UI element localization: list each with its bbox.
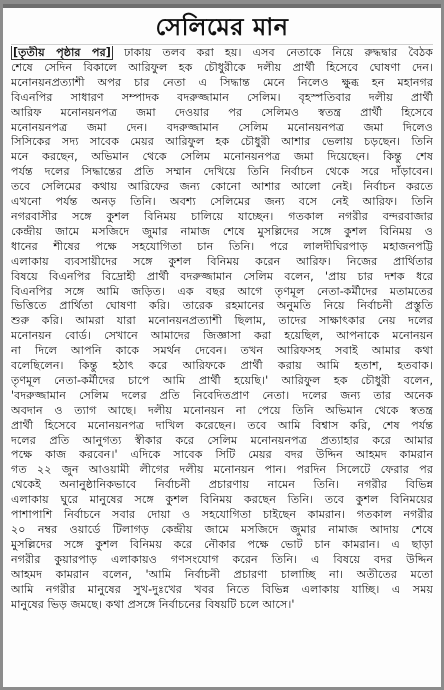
article-line-text: এখনো পর্যন্ত অনড় তিনি। অবশ্য সেলিমের জন্য বসে নেই আরিফ। তিনি — [11, 195, 433, 209]
article-line-text: পক্ষে কাজ করবেন।' এদিকে সাবেক সিটি মেয়র বদর উদ্দিন আহমদ কামরান — [11, 448, 433, 462]
article-line — [11, 463, 433, 478]
article-line — [11, 478, 433, 493]
article-line — [11, 568, 433, 583]
headline-divider — [11, 44, 433, 45]
article-line — [11, 448, 433, 463]
article-line — [11, 195, 433, 210]
article-line — [11, 61, 433, 76]
article-line — [11, 553, 433, 568]
article-line — [11, 329, 433, 344]
article-line-text: আরিফ মনোনয়নপত্র জমা দেওয়ার পর সেলিমও স্বতন্ত্র প্রার্থী হিসেবে — [11, 105, 433, 119]
headline: সেলিমের মান — [155, 13, 289, 41]
article-line-text: এলাকায় ঘুরে মানুষের সঙ্গে কুশল বিনিময় করছেন তিনি। তবে কুশল বিনিময়ের — [11, 493, 433, 507]
article-line-text: ধানের শীষের পক্ষে সহযোগিতা চান তিনি। পরে লালদীঘিরপাড় মহাজনপট্টি — [11, 239, 433, 253]
article-line — [11, 419, 433, 434]
article-line-text: ভিত্তিতে প্রার্থিতা ঘোষণা করি। তারেক রহমানের অনুমতি নিয়ে নির্বাচনী প্রস্তুতি — [11, 299, 433, 313]
article-line-text: পাশাপাশি নির্বাচনে সবার দোয়া ও সহযোগিতা চাইছেন কামরান। গতকাল নগরীর — [11, 508, 433, 522]
article-line-text: 'বদরুজ্জামান সেলিম দলের প্রতি নিবেদিতপ্রাণ নেতা। দলের জন্য তার অনেক — [11, 388, 433, 402]
article-line-text: নগরবাসীর সঙ্গে কুশল বিনিময় চালিয়ে যাচ্ছেন। গতকাল নগরীর বন্দরবাজার — [11, 209, 433, 223]
article-line — [11, 598, 433, 613]
article-line — [11, 434, 433, 449]
article-line — [11, 121, 433, 136]
article-line — [11, 165, 433, 180]
article-line — [11, 46, 433, 61]
article-line — [11, 285, 433, 300]
article-line — [11, 583, 433, 598]
article-line — [11, 210, 433, 225]
article-line-text: মনোনয়নপ্রত্যাশী অপর চার নেতা এ সিদ্ধান্ত মেনে নিলেও ক্ষুব্ধ হন মহানগর — [11, 75, 433, 89]
article-line-text: সিসিকের সদ্য সাবেক মেয়র আরিফুল হক চৌধুরী আশার ভেলায় চড়ছেন। তিনি — [11, 135, 433, 149]
article-line — [11, 359, 433, 374]
article-line-text: ঢাকায় তলব করা হয়। এসব নেতাকে নিয়ে রুদ্ধদ্বার বৈঠক — [124, 46, 433, 59]
article-line-text: মানুষের ভিড় জমছে। কথা প্রসঙ্গে নির্বাচনের বিষয়টি চলে আসে।' — [11, 597, 295, 611]
article-line-text: অবদান ও ত্যাগ আছে। দলীয় মনোনয়ন না পেয়ে তিনি অভিমান থেকে স্বতন্ত্র — [11, 403, 433, 417]
article-line-text: বিএনপির সাধারণ সম্পাদক বদরুজ্জামান সেলিম। বৃহস্পতিবার দলীয় প্রার্থী — [11, 90, 433, 104]
top-border — [3, 4, 441, 8]
article-line-text: থেকেই অনানুষ্ঠানিকভাবে নির্বাচনী প্রচারণায় নামেন তিনি। নগরীর বিভিন্ন — [11, 478, 433, 492]
article-line — [11, 225, 433, 240]
article-line-text: এলাকায় ব্যবসায়ীদের সঙ্গে কুশল বিনিময় করেন আরিফ। নিজের প্রার্থিতার — [11, 254, 433, 268]
article-line-text: কেন্দ্রীয় জামে মসজিদে জুমার নামাজ শেষে মুসল্লিদের সঙ্গে কুশল বিনিময় ও — [11, 224, 433, 238]
article-line — [11, 240, 433, 255]
article-line-text: শুরু করি। আমরা যারা মনোনয়নপ্রত্যাশী ছিলাম, তাদের সাক্ষাৎকার নেয় দলের — [11, 314, 433, 328]
article-line — [11, 314, 433, 329]
continuation-tag: [তৃতীয় পৃষ্ঠার পর] — [13, 46, 111, 59]
article-line — [11, 404, 433, 419]
article-line — [11, 76, 433, 91]
article-line — [11, 255, 433, 270]
article-line-text: মনোনয়নপত্র জমা দেন। বদরুজ্জামান সেলিম মনোনয়নপত্র জমা দিলেও — [11, 120, 433, 134]
article-line — [11, 299, 433, 314]
article-line — [11, 538, 433, 553]
article-line — [11, 508, 433, 523]
article-line-text: শেষে সেদিন বিকালে আরিফুল হক চৌধুরীকে দলীয় প্রার্থী হিসেবে ঘোষণা দেন। — [11, 60, 433, 74]
article-body — [11, 46, 433, 681]
article-line-text: মনে করছেন, অভিমান থেকে সেলিম মনোনয়নপত্র জমা দিয়েছেন। কিন্তু শেষ — [11, 150, 433, 164]
article-line-text: মুসল্লিদের সঙ্গে কুশল বিনিময় করে নৌকার পক্ষে ভোট চান কামরান। এ ছাড়া — [11, 537, 433, 551]
article-line-text: গত ২২ জুন আওয়ামী লীগের দলীয় মনোনয়ন পান। পরদিন সিলেটে ফেরার পর — [11, 463, 433, 477]
article-line — [11, 523, 433, 538]
article-line — [11, 344, 433, 359]
article-line-text: বিষয়ে বিএনপির বিদ্রোহী প্রার্থী বদরুজ্জামান সেলিম বলেন, 'প্রায় চার দশক ধরে — [11, 269, 433, 283]
article-line-text: আহমদ কামরান বলেন, 'আমি নির্বাচনী প্রচারণা চালাচ্ছি না। অতীতের মতো — [11, 567, 433, 581]
article-line-text: বলেছিলেন। কিন্তু হঠাৎ করে আরিফকে প্রার্থী করায় আমি হতাশ, হতবাক। — [11, 359, 433, 373]
article-line — [11, 106, 433, 121]
article-line-text: বিএনপির সঙ্গে আমি জড়িত। এক বছর আগে তৃণমূল নেতা-কর্মীদের মতামতের — [11, 284, 433, 298]
article-line — [11, 389, 433, 404]
article-line-text: মনোনয়ন বোর্ড। সেখানে আমাদের জিজ্ঞাসা করা হয়েছিল, আপনাকে মনোনয়ন — [11, 329, 433, 343]
article-line — [11, 91, 433, 106]
article-line-text: দলের প্রতি আনুগত্য স্বীকার করে সেলিম মনোনয়নপত্র প্রত্যাহার করে আমার — [11, 433, 433, 447]
article-line-text: পর্যন্ত দলের সিদ্ধান্তের প্রতি সম্মান দেখিয়ে তিনি নির্বাচন থেকে সরে দাঁড়াবেন। — [11, 165, 433, 179]
article-line-text: প্রার্থী হিসেবে মনোনয়নপত্র দাখিল করেছেন। তবে আমি বিশ্বাস করি, শেষ পর্যন্ত — [11, 418, 433, 432]
article-line-text: ২০ নম্বর ওয়ার্ডে টিলাগড় কেন্দ্রীয় জামে মসজিদে জুমার নামাজ আদায় শেষে — [11, 523, 433, 536]
article-line-text: তবে সেলিমের কথায় আরিফের জন্য কোনো আশার আলো নেই। নির্বাচন করতে — [11, 180, 433, 194]
article-line — [11, 493, 433, 508]
article-line-text: না দিলে আপনি কাকে সমর্থন দেবেন। তখন আরিফসহ সবাই আমার কথা — [11, 344, 433, 358]
article-line — [11, 180, 433, 195]
article-line — [11, 135, 433, 150]
article-line-text: আমি নগরীর মানুষের সুখ-দুঃখের খবর নিতে বিভিন্ন এলাকায় যাচ্ছি। এ সময় — [11, 582, 433, 596]
article-line-text: তৃণমূল নেতা-কর্মীদের চাপে আমি প্রার্থী হয়েছি।' আরিফুল হক চৌধুরী বলেন, — [11, 373, 433, 387]
article-line — [11, 374, 433, 389]
article-line-text: নগরীর কুয়ারপাড় এলাকায়ও গণসংযোগ করেন তিনি। এ বিষয়ে বদর উদ্দিন — [11, 552, 433, 566]
article-line — [11, 150, 433, 165]
article-line — [11, 270, 433, 285]
